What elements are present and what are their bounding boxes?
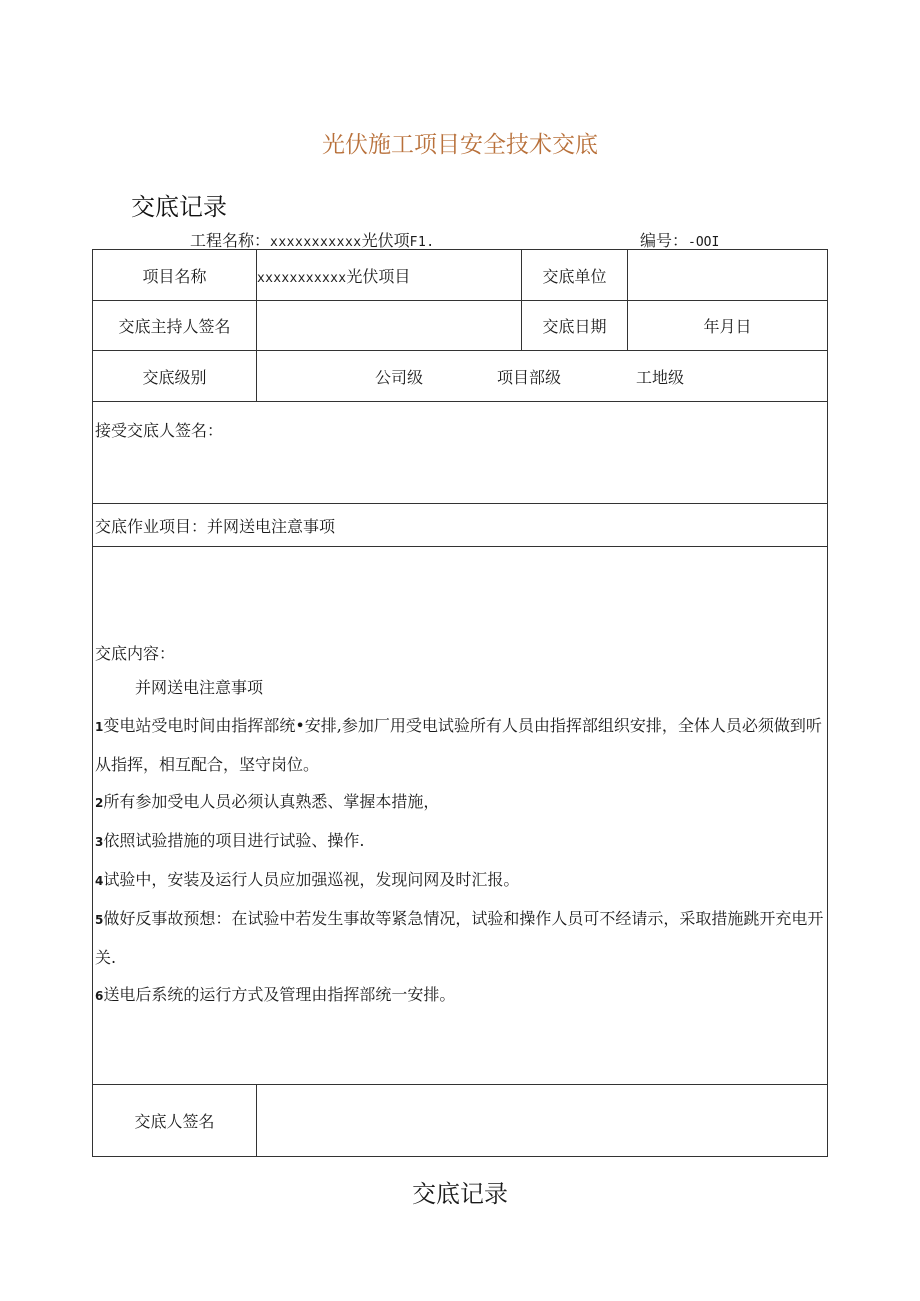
work-item-value: 并网送电注意事项 <box>207 516 336 536</box>
project-name-suffix: 光伏项目 <box>346 266 411 286</box>
unit-value[interactable] <box>628 250 828 301</box>
item-text: 变电站受电时间由指挥部统•安排,参加厂用受电试验所有人员由指挥部组织安排，全体人员必须做到听从指挥，相互配合，坚守岗位。 <box>95 716 822 774</box>
item-number: 5 <box>95 913 104 927</box>
project-name-line-label: 工程名称： <box>190 231 271 250</box>
project-name-code: xxxxxxxxxxx <box>257 270 347 286</box>
level-options <box>257 351 828 402</box>
content-label: 交底内容： <box>95 644 176 663</box>
item-text: 所有参加受电人员必须认真熟悉、掌握本措施， <box>103 792 440 811</box>
document-number-label: 编号： <box>640 231 689 250</box>
table-row <box>93 504 828 547</box>
document-title: 光伏施工项目安全技术交底 <box>322 132 598 158</box>
level-option-project-dept[interactable]: 项目部级 <box>497 367 562 387</box>
date-value[interactable]: 年月日 <box>628 301 828 351</box>
item-text: 送电后系统的运行方式及管理由指挥部统一安排。 <box>103 985 456 1004</box>
signer-label: 交底人签名 <box>93 1085 257 1157</box>
table-row <box>93 547 828 1085</box>
receiver-signature-field[interactable] <box>93 402 828 504</box>
project-name-value[interactable] <box>257 250 522 301</box>
document-number-value: -OOI <box>688 235 720 250</box>
receiver-label: 接受交底人签名： <box>95 421 224 440</box>
signer-signature-field[interactable] <box>257 1085 828 1157</box>
work-item-label: 交底作业项目： <box>95 516 208 536</box>
project-name-label: 项目名称 <box>93 250 257 301</box>
table-row <box>93 402 828 504</box>
list-item <box>95 861 825 900</box>
content-cell <box>93 547 828 1085</box>
briefing-form-table <box>92 249 828 1157</box>
project-name-line-code: xxxxxxxxxxx <box>270 235 362 250</box>
list-item <box>95 707 825 783</box>
section-heading: 交底记录 <box>131 193 227 221</box>
project-name-line-tail: F1. <box>409 235 435 250</box>
project-name-line <box>190 228 435 251</box>
list-item <box>95 822 825 861</box>
table-row <box>93 250 828 301</box>
item-text: 依照试验措施的项目进行试验、操作. <box>103 831 365 850</box>
item-text: 做好反事故预想：在试验中若发生事故等紧急情况，试验和操作人员可不经请示，采取措施跳开充电开关. <box>95 909 824 967</box>
content-subtitle: 并网送电注意事项 <box>135 678 264 697</box>
host-label: 交底主持人签名 <box>93 301 257 351</box>
table-row <box>93 1085 828 1157</box>
table-row <box>93 301 828 351</box>
level-option-site[interactable]: 工地级 <box>636 367 685 387</box>
footer-heading: 交底记录 <box>412 1180 508 1208</box>
date-label: 交底日期 <box>522 301 628 351</box>
document-number-line <box>640 228 719 251</box>
item-number: 3 <box>95 835 104 849</box>
table-row <box>93 351 828 402</box>
item-number: 4 <box>95 874 104 888</box>
list-item <box>95 976 825 1015</box>
item-number: 6 <box>95 989 104 1003</box>
item-text: 试验中，安装及运行人员应加强巡视，发现问网及时汇报。 <box>103 870 520 889</box>
item-number: 1 <box>95 720 104 734</box>
host-signature-field[interactable] <box>257 301 522 351</box>
work-item-cell <box>93 504 828 547</box>
project-name-line-suffix: 光伏项 <box>361 231 410 250</box>
list-item <box>95 900 825 976</box>
unit-label: 交底单位 <box>522 250 628 301</box>
level-label: 交底级别 <box>93 351 257 402</box>
item-number: 2 <box>95 796 104 810</box>
level-option-company[interactable]: 公司级 <box>375 367 424 387</box>
list-item <box>95 783 825 822</box>
